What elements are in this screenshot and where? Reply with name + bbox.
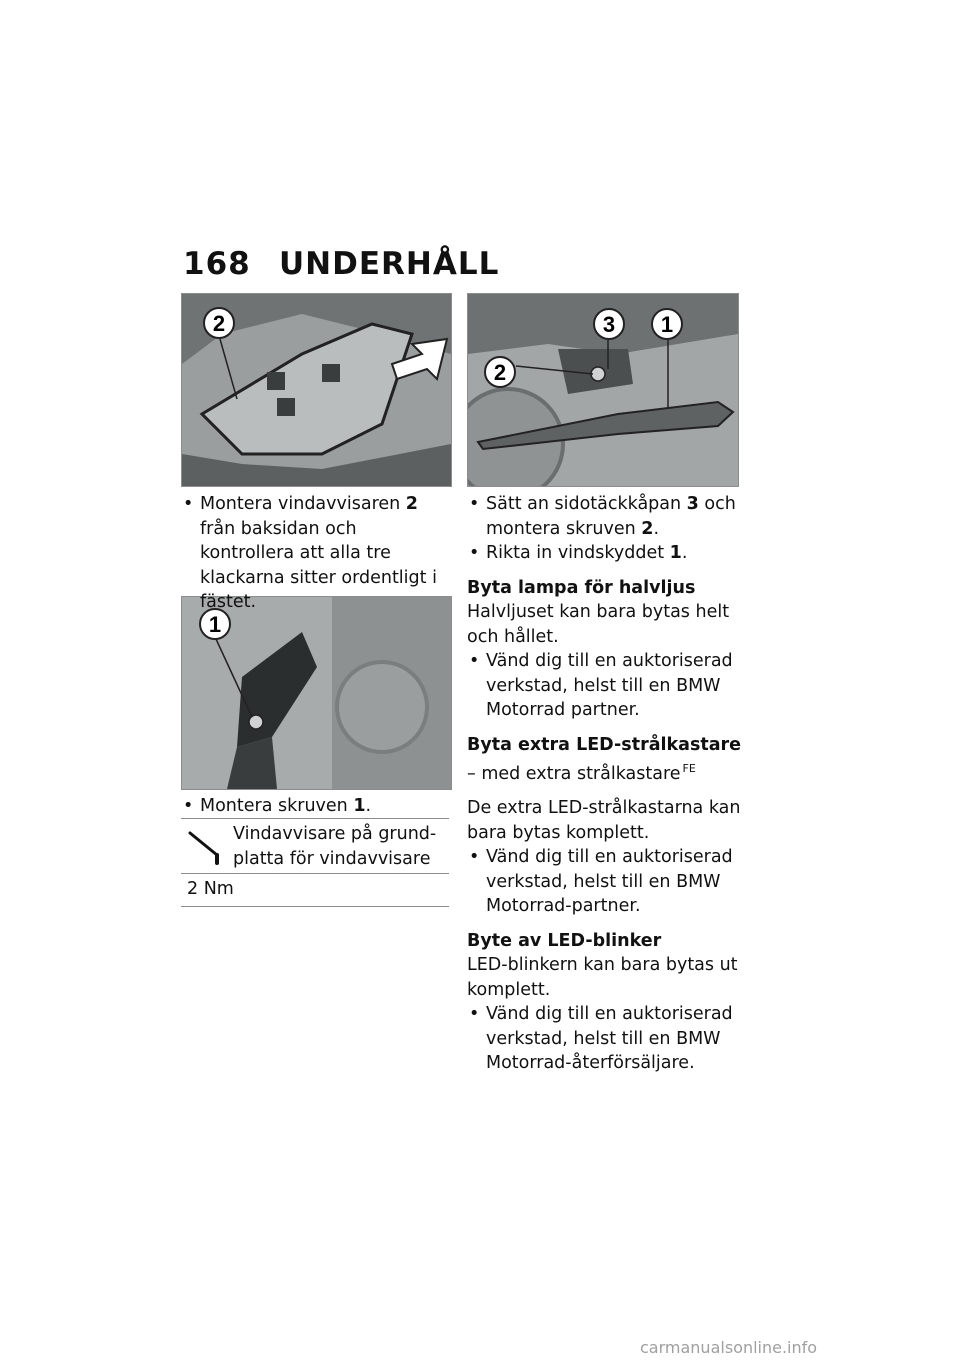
watermark: carmanualsonline.info [640,1338,818,1357]
left-step-1 [181,492,453,615]
option-line [467,757,742,786]
step-text: . [365,796,372,816]
step-text: och montera skruven [486,494,736,539]
section-text: De extra LED-strålkastarna kan bara bytas komplett. [467,798,741,843]
section-text: LED-blinkern kan bara bytas ut komplett. [467,955,738,1000]
section-heading: Byta lampa för halvljus [467,577,696,598]
reference-number: 2 [641,518,654,539]
section-heading: Byte av LED-blinker [467,930,662,951]
list-item [467,492,742,541]
callout-1: 1 [208,612,222,637]
figure-side-cover [467,293,739,487]
step-text: Montera skruven [200,796,354,816]
figure-3-illustration [468,294,738,486]
section-text: Halvljuset kan bara bytas helt och hållet. [467,602,730,647]
left-step-2 [181,794,453,819]
figure-windshield-deflector [181,293,452,487]
figure-1-illustration [182,294,451,486]
reference-number: 3 [686,494,699,514]
figure-2-illustration [182,597,451,789]
list-item: • Vänd dig till en auktoriserad verkstad, helst till en BMW Motorrad-återförsäljare. [467,1002,742,1076]
step-text: . [653,518,660,539]
step-text: Montera vindavvisaren [200,494,406,514]
callout-1: 1 [660,312,674,337]
section-heading: Byta extra LED-strålkastare [467,734,742,755]
page-number: 168 [183,246,251,282]
callout-3: 3 [602,312,616,337]
list-item [467,541,742,566]
list-item: • Vänd dig till en auktoriserad verkstad, helst till en BMW Motorrad partner. [467,649,742,723]
reference-number: 1 [353,796,366,816]
right-column [467,492,742,1076]
option-superscript: FE [682,762,696,775]
reference-number: 2 [405,494,418,514]
callout-2: 2 [493,360,507,385]
figure-screw [181,596,452,790]
list-item [181,492,453,615]
callout-2: 2 [212,311,226,336]
torque-value: 2 Nm [187,879,234,899]
reference-number: 1 [669,543,682,563]
step-text: Rikta in vindskyddet [486,543,670,563]
torque-wrench-icon [187,829,225,865]
torque-spec-table [181,818,449,907]
option-text: – med extra strålkastare [467,763,681,784]
page-title: UNDERHÅLL [279,246,500,282]
step-text: från baksidan och kontrollera att alla tre klackarna sitter ordentligt i fästet. [200,518,437,612]
torque-label: Vindavvisare på grundplatta för vindavvisare [233,824,437,869]
page-header [183,246,499,282]
list-item [181,794,453,819]
step-text: . [681,543,688,563]
torque-spec-row [181,819,449,874]
step-text: Sätt an sidotäckkåpan [486,494,687,514]
list-item: • Vänd dig till en auktoriserad verkstad, helst till en BMW Motorrad-partner. [467,845,742,919]
